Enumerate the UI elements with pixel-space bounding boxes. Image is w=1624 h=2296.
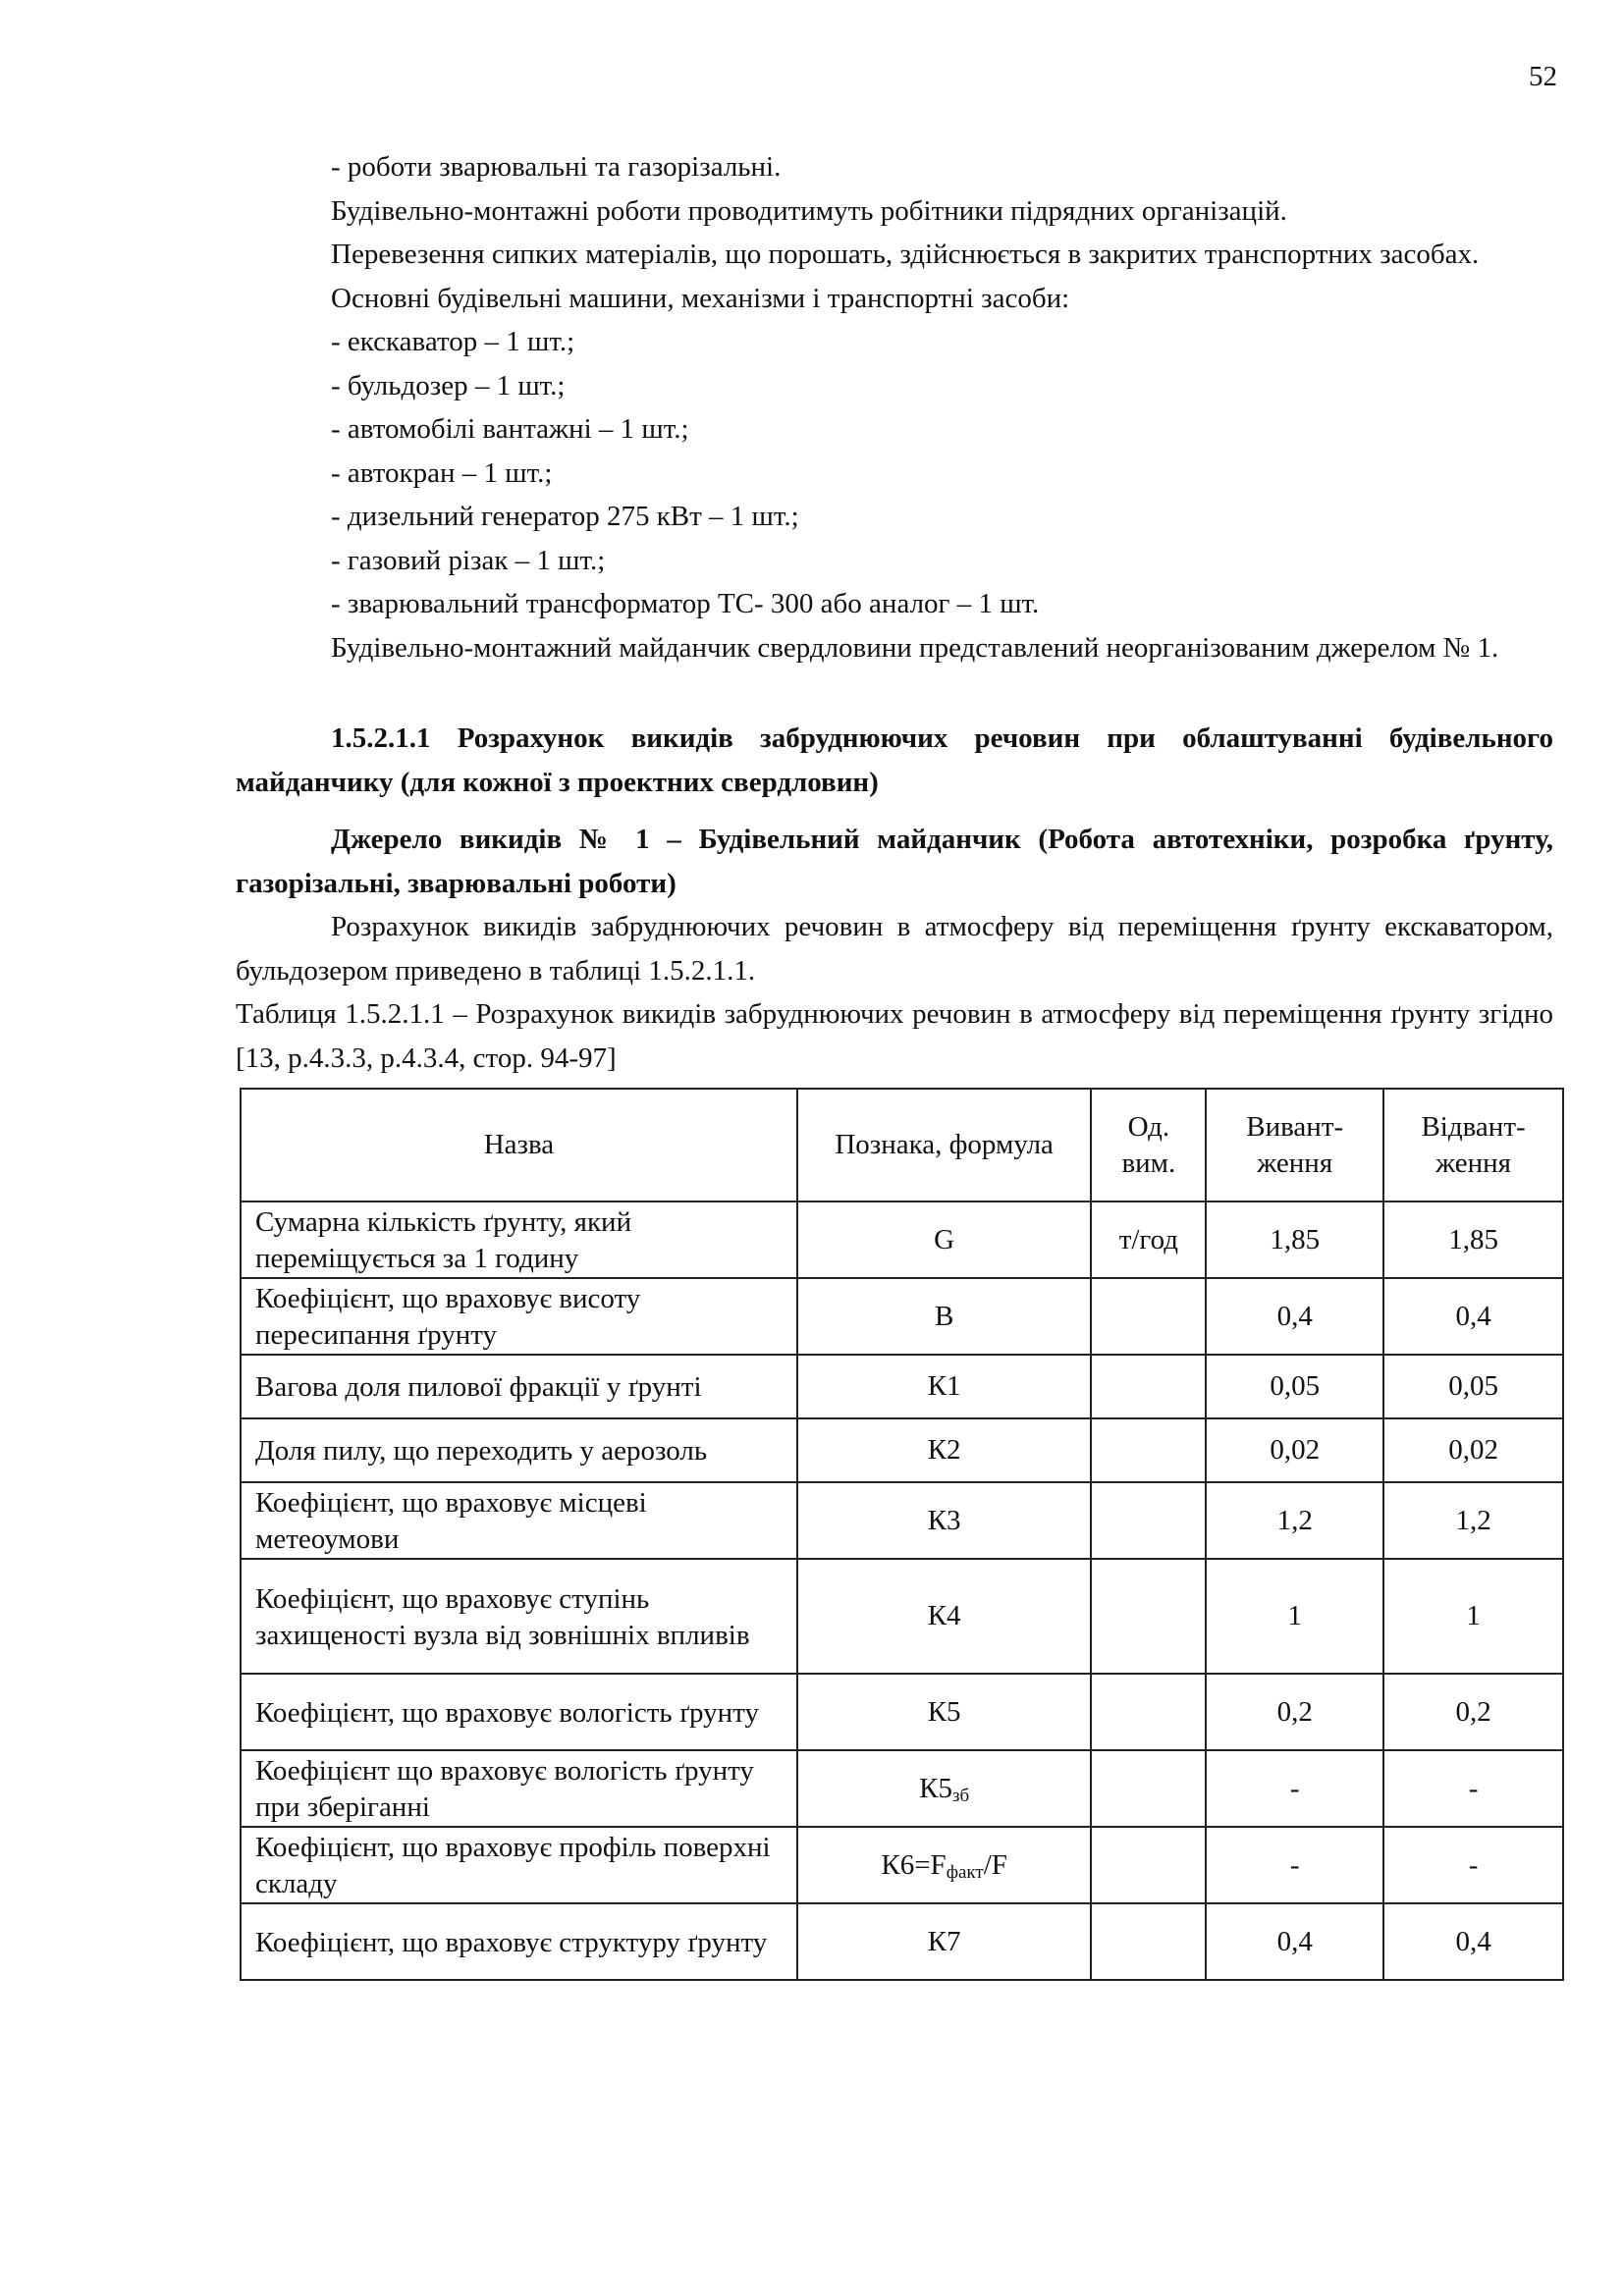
- machine-item: - зварювальний трансформатор ТС- 300 або аналог – 1 шт.: [331, 588, 1040, 619]
- row-name: Коефіцієнт, що враховує ступінь захищеності вузла від зовнішніх впливів: [241, 1559, 797, 1674]
- emissions-table: [240, 1088, 1564, 1981]
- row-loading: 1,2: [1206, 1482, 1383, 1559]
- row-formula: G: [797, 1201, 1092, 1278]
- table-row: [241, 1418, 1563, 1482]
- row-loading: 0,4: [1206, 1903, 1383, 1980]
- row-unit: [1091, 1355, 1206, 1418]
- row-unloading: 0,2: [1383, 1674, 1563, 1750]
- row-loading: -: [1206, 1827, 1383, 1903]
- row-unloading: 1: [1383, 1559, 1563, 1674]
- row-unit: т/год: [1091, 1201, 1206, 1278]
- row-unit: [1091, 1418, 1206, 1482]
- row-name: Коефіцієнт що враховує вологість ґрунту при зберіганні: [241, 1750, 797, 1827]
- row-loading: 0,02: [1206, 1418, 1383, 1482]
- machine-item: - екскаватор – 1 шт.;: [331, 326, 575, 357]
- row-loading: 1: [1206, 1559, 1383, 1674]
- row-unit: [1091, 1482, 1206, 1559]
- table-row: [241, 1750, 1563, 1827]
- intro-paragraph: Розрахунок викидів забруднюючих речовин в атмосферу від переміщення ґрунту екскаватором, бульдозером приведено в таблиці 1.5.2.1.1.: [236, 911, 1553, 987]
- row-unit: [1091, 1903, 1206, 1980]
- machine-item: - газовий різак – 1 шт.;: [331, 544, 606, 576]
- machine-item: - дизельний генератор 275 кВт – 1 шт.;: [331, 501, 799, 532]
- table-row: [241, 1355, 1563, 1418]
- machine-item: - бульдозер – 1 шт.;: [331, 369, 566, 401]
- row-name: Коефіцієнт, що враховує висоту пересипання ґрунту: [241, 1278, 797, 1355]
- row-formula: B: [797, 1278, 1092, 1355]
- row-name: Коефіцієнт, що враховує вологість ґрунту: [241, 1674, 797, 1750]
- row-loading: 0,05: [1206, 1355, 1383, 1418]
- row-formula: К4: [797, 1559, 1092, 1674]
- machine-item: - автомобілі вантажні – 1 шт.;: [331, 413, 689, 445]
- machine-item: - автокран – 1 шт.;: [331, 456, 553, 489]
- source-heading: Джерело викидів № 1 – Будівельний майданчик (Робота автотехніки, розробка ґрунту, газорізальні, зварювальні роботи): [236, 824, 1553, 899]
- section-heading: 1.5.2.1.1 Розрахунок викидів забруднюючих речовин при облаштуванні будівельного майданчику (для кожної з проектних свердловин): [236, 722, 1553, 798]
- table-header-row: [241, 1089, 1563, 1201]
- table-row: [241, 1827, 1563, 1903]
- header-unloading: Відвант- ження: [1383, 1089, 1563, 1201]
- table-row: [241, 1278, 1563, 1355]
- row-unit: [1091, 1278, 1206, 1355]
- table-row: [241, 1903, 1563, 1980]
- row-unloading: 0,02: [1383, 1418, 1563, 1482]
- page-number: 52: [1529, 61, 1557, 92]
- header-name: Назва: [241, 1089, 797, 1201]
- row-formula: К1: [797, 1355, 1092, 1418]
- row-unit: [1091, 1674, 1206, 1750]
- row-name: Вагова доля пилової фракції у ґрунті: [241, 1355, 797, 1418]
- row-name: Сумарна кількість ґрунту, який переміщується за 1 годину: [241, 1201, 797, 1278]
- row-unloading: 0,05: [1383, 1355, 1563, 1418]
- row-name: Доля пилу, що переходить у аерозоль: [241, 1418, 797, 1482]
- header-formula: Познака, формула: [797, 1089, 1092, 1201]
- row-unloading: 1,2: [1383, 1482, 1563, 1559]
- row-formula: К2: [797, 1418, 1092, 1482]
- row-unit: [1091, 1827, 1206, 1903]
- row-unloading: 0,4: [1383, 1903, 1563, 1980]
- table-caption: Таблиця 1.5.2.1.1 – Розрахунок викидів забруднюючих речовин в атмосферу від переміщення ґрунту згідно [13, р.4.3.3, р.4.3.4, стор. 94-97]: [236, 998, 1553, 1074]
- row-formula: К3: [797, 1482, 1092, 1559]
- table-row: [241, 1482, 1563, 1559]
- row-unloading: -: [1383, 1827, 1563, 1903]
- row-loading: 1,85: [1206, 1201, 1383, 1278]
- table-row: [241, 1674, 1563, 1750]
- bullet-welding: - роботи зварювальні та газорізальні.: [331, 151, 782, 183]
- machines-intro: Основні будівельні машини, механізми і транспортні засоби:: [331, 282, 1070, 314]
- transport-paragraph: Перевезення сипких матеріалів, що порошать, здійснюється в закритих транспортних засобах.: [331, 239, 1480, 270]
- header-unit: Од. вим.: [1091, 1089, 1206, 1201]
- row-name: Коефіцієнт, що враховує структуру ґрунту: [241, 1903, 797, 1980]
- table-row: [241, 1559, 1563, 1674]
- row-formula: К5: [797, 1674, 1092, 1750]
- row-unit: [1091, 1750, 1206, 1827]
- table-row: [241, 1201, 1563, 1278]
- contractors-paragraph: Будівельно-монтажні роботи проводитимуть робітники підрядних організацій.: [331, 194, 1287, 227]
- row-loading: -: [1206, 1750, 1383, 1827]
- row-unit: [1091, 1559, 1206, 1674]
- row-unloading: 0,4: [1383, 1278, 1563, 1355]
- row-loading: 0,2: [1206, 1674, 1383, 1750]
- row-formula: К7: [797, 1903, 1092, 1980]
- row-name: Коефіцієнт, що враховує профіль поверхні складу: [241, 1827, 797, 1903]
- header-loading: Вивант- ження: [1206, 1089, 1383, 1201]
- row-unloading: 1,85: [1383, 1201, 1563, 1278]
- document-body: [236, 145, 1553, 1981]
- row-loading: 0,4: [1206, 1278, 1383, 1355]
- row-formula: $К5_{зб}$: [797, 1750, 1092, 1827]
- site-source-paragraph: Будівельно-монтажний майданчик свердловини представлений неорганізованим джерелом № 1.: [331, 631, 1499, 664]
- row-name: Коефіцієнт, що враховує місцеві метеоумови: [241, 1482, 797, 1559]
- row-unloading: -: [1383, 1750, 1563, 1827]
- row-formula: $К6=F_{факт}/F$: [797, 1827, 1092, 1903]
